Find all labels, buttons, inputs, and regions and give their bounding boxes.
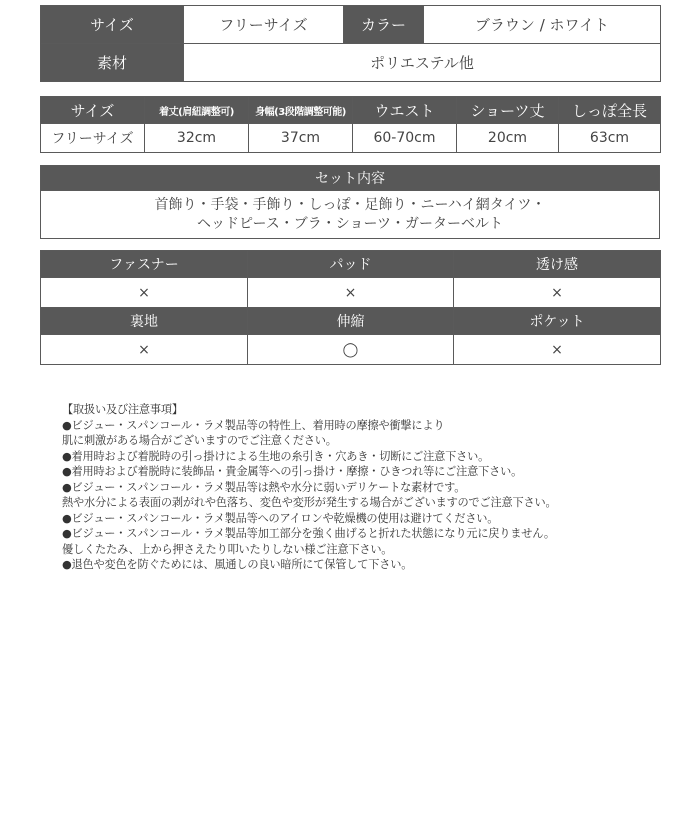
feature-value-zipper: × (41, 278, 248, 308)
measurement-value-length: 32cm (145, 124, 249, 153)
set-contents-line-1: 首飾り・手袋・手飾り・しっぽ・足飾り・ニーハイ網タイツ・ (154, 196, 546, 213)
measurement-value-width: 37cm (249, 124, 353, 153)
color-value: ブラウン / ホワイト (424, 6, 661, 44)
care-note-line: ●退色や変色を防ぐためには、風通しの良い暗所にて保管して下さい。 (62, 558, 413, 571)
set-contents-line-2: ヘッドピース・ブラ・ショーツ・ガーターベルト (197, 215, 503, 232)
care-note-line: ●着用時および着脱時に装飾品・貴金属等への引っ掛け・摩擦・ひきつれ等にご注意下さい。 (62, 465, 523, 478)
features-table (40, 250, 661, 365)
material-label: 素材 (41, 44, 184, 82)
care-note-line: ●ビジュー・スパンコール・ラメ製品等の特性上、着用時の摩擦や衝撃により (62, 418, 445, 432)
spec-table (40, 5, 661, 82)
set-contents-label: セット内容 (41, 166, 660, 191)
care-notes (62, 402, 682, 573)
set-contents-value (41, 191, 660, 239)
measurement-header-tail-length: しっぽ全長 (559, 97, 661, 124)
care-note-line: 優しくたたみ、上から押さえたり叩いたりしない様ご注意下さい。 (62, 542, 393, 556)
feature-value-lining: × (41, 335, 248, 365)
feature-label-sheerness: 透け感 (454, 251, 661, 278)
care-notes-heading: 【取扱い及び注意事項】 (62, 403, 183, 416)
care-note-line: ●着用時および着脱時の引っ掛けによる生地の糸引き・穴あき・切断にご注意下さい。 (62, 449, 490, 463)
measurement-value-waist: 60-70cm (353, 124, 457, 153)
size-value: フリーサイズ (184, 6, 344, 44)
care-note-line: ●ビジュー・スパンコール・ラメ製品等へのアイロンや乾燥機の使用は避けてください。 (62, 511, 499, 525)
features-header-row-1 (41, 251, 661, 278)
spec-row-material (41, 44, 661, 82)
feature-label-pocket: ポケット (454, 308, 661, 335)
set-contents-header-row (41, 166, 660, 191)
feature-label-pad: パッド (248, 251, 454, 278)
features-value-row-1 (41, 278, 661, 308)
care-note-line: 熱や水分による表面の剥がれや色落ち、変色や変形が発生する場合がございますのでご注意下さい。 (62, 496, 557, 509)
features-value-row-2 (41, 335, 661, 365)
care-note-line: ●ビジュー・スパンコール・ラメ製品等加工部分を強く曲げると折れた状態になり元に戻りません。 (62, 527, 555, 540)
measurement-value-tail-length: 63cm (559, 124, 661, 153)
size-label: サイズ (41, 6, 184, 44)
care-note-line: 肌に刺激がある場合がございますのでご注意ください。 (62, 434, 337, 447)
measurement-header-width: 身幅(3段階調整可能) (249, 97, 353, 124)
measurement-header-length: 着丈(肩紐調整可) (145, 97, 249, 124)
measurement-header-shorts-length: ショーツ丈 (457, 97, 559, 124)
measurement-table (40, 96, 661, 153)
spec-row-size-color (41, 6, 661, 44)
care-note-line: ●ビジュー・スパンコール・ラメ製品等は熱や水分に弱いデリケートな素材です。 (62, 480, 466, 494)
set-contents-value-row (41, 191, 660, 239)
feature-value-pad: × (248, 278, 454, 308)
measurement-value-size: フリーサイズ (41, 124, 145, 153)
color-label: カラー (344, 6, 424, 44)
feature-value-sheerness: × (454, 278, 661, 308)
measurement-value-shorts-length: 20cm (457, 124, 559, 153)
material-value: ポリエステル他 (184, 44, 661, 82)
measurement-header-row (41, 97, 661, 124)
feature-value-pocket: × (454, 335, 661, 365)
feature-label-lining: 裏地 (41, 308, 248, 335)
set-contents-table (40, 165, 660, 239)
features-header-row-2 (41, 308, 661, 335)
measurement-header-waist: ウエスト (353, 97, 457, 124)
feature-value-stretch: ◯ (248, 335, 454, 365)
measurement-value-row (41, 124, 661, 153)
measurement-header-size: サイズ (41, 97, 145, 124)
feature-label-stretch: 伸縮 (248, 308, 454, 335)
feature-label-zipper: ファスナー (41, 251, 248, 278)
